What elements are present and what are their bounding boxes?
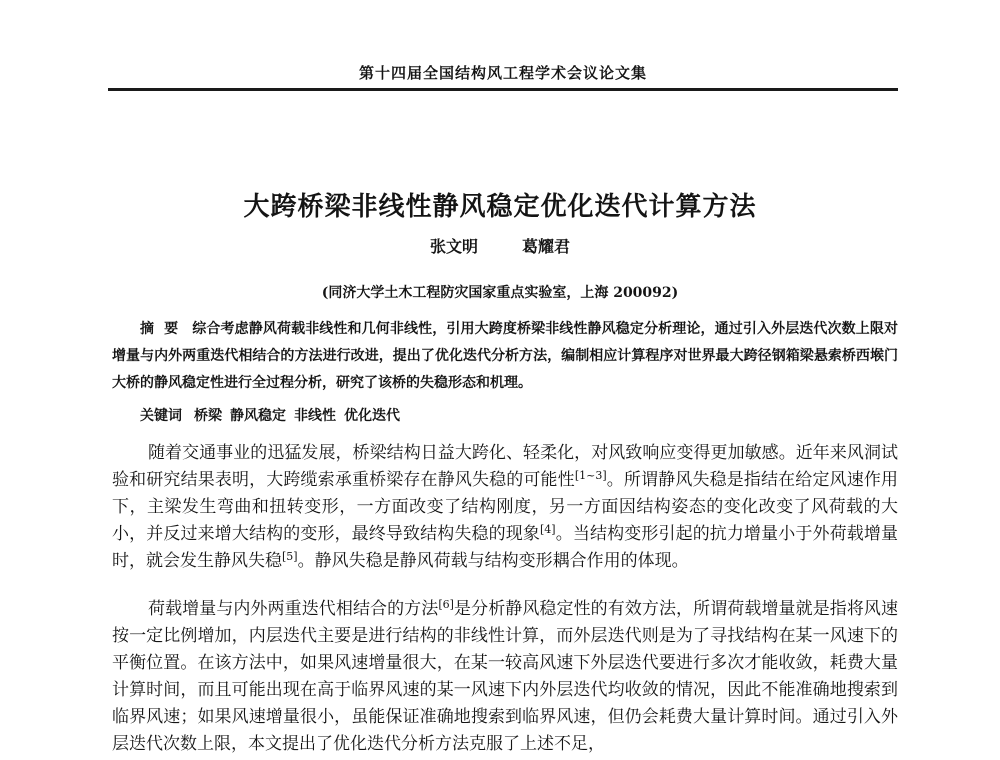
abstract-label: 摘要 <box>140 321 189 337</box>
author-name: 葛耀君 <box>522 237 571 256</box>
paragraph-text: 。当结构变形引起的抗力增量小于外荷载增量时，就会发生静风失稳 <box>112 524 899 571</box>
paragraph-text: 是分析静风稳定性的有效方法，所谓荷载增量就是指将风速按一定比例增加，内层迭代主要是进行结构的非线性计算，而外层迭代则是为了寻找结构在某一风速下的平衡位置。在该方法中，如果风速增量很大，在某一较高风速下外层迭代要进行多次才能收敛，耗费大量计算时间，而且可能出现在高于临界风速的某一风速下内外层迭代均收敛的情况，因此不能准确地搜索到临界风速；如果风速增量很小，虽能保证准确地搜索到临界风速，但仍会耗费大量计算时间。通过引入外层迭代次数上限，本文提出了优化迭代分析方法克服了上述不足， <box>112 599 899 754</box>
paper-title: 大跨桥梁非线性静风稳定优化迭代计算方法 <box>243 192 757 222</box>
paragraph-text: 。静风失稳是静风荷载与结构变形耦合作用的体现。 <box>297 551 689 571</box>
paragraph-text: 。所谓静风失稳是指结在给定风速作用下，主梁发生弯曲和扭转变形，一方面改变了结构刚度，另一方面因结构姿态的变化改变了风荷载的大小，并反过来增大结构的变形，最终导致结构失稳的现象 <box>112 470 899 544</box>
citation: [4] <box>540 523 556 536</box>
citation: [5] <box>282 550 298 563</box>
keyword: 优化迭代 <box>344 408 400 424</box>
citation: [6] <box>438 598 454 611</box>
paragraph-text: 随着交通事业的迅猛发展，桥梁结构日益大跨化、轻柔化，对风致响应变得更加敏感。近年来风洞试验和研究结果表明，大跨缆索承重桥梁存在静风失稳的可能性 <box>112 443 898 490</box>
affiliation: (同济大学土木工程防灾国家重点实验室，上海 200092) <box>321 285 679 301</box>
abstract-text: 综合考虑静风荷载非线性和几何非线性，引用大跨度桥梁非线性静风稳定分析理论，通过引入外层迭代次数上限对增量与内外两重迭代相结合的方法进行改进，提出了优化迭代分析方法，编制相应计算程序对世界最大跨径钢箱梁悬索桥西堠门大桥的静风稳定性进行全过程分析，研究了该桥的失稳形态和机理。 <box>112 321 899 391</box>
keywords <box>140 405 408 425</box>
running-header-text: 第十四届全国结构风工程学术会议论文集 <box>358 64 647 82</box>
author-name: 张文明 <box>429 237 478 256</box>
running-header <box>108 56 898 91</box>
abstract <box>112 316 898 397</box>
citation: [1~3] <box>574 469 607 482</box>
keywords-label: 关键词 <box>140 408 182 424</box>
body-paragraph <box>112 440 898 575</box>
keyword: 静风稳定 <box>230 408 286 424</box>
keyword: 桥梁 <box>194 408 222 424</box>
authors <box>0 234 1000 257</box>
paragraph-text: 荷载增量与内外两重迭代相结合的方法 <box>148 599 439 619</box>
keyword: 非线性 <box>294 408 336 424</box>
body-paragraph <box>112 596 898 758</box>
